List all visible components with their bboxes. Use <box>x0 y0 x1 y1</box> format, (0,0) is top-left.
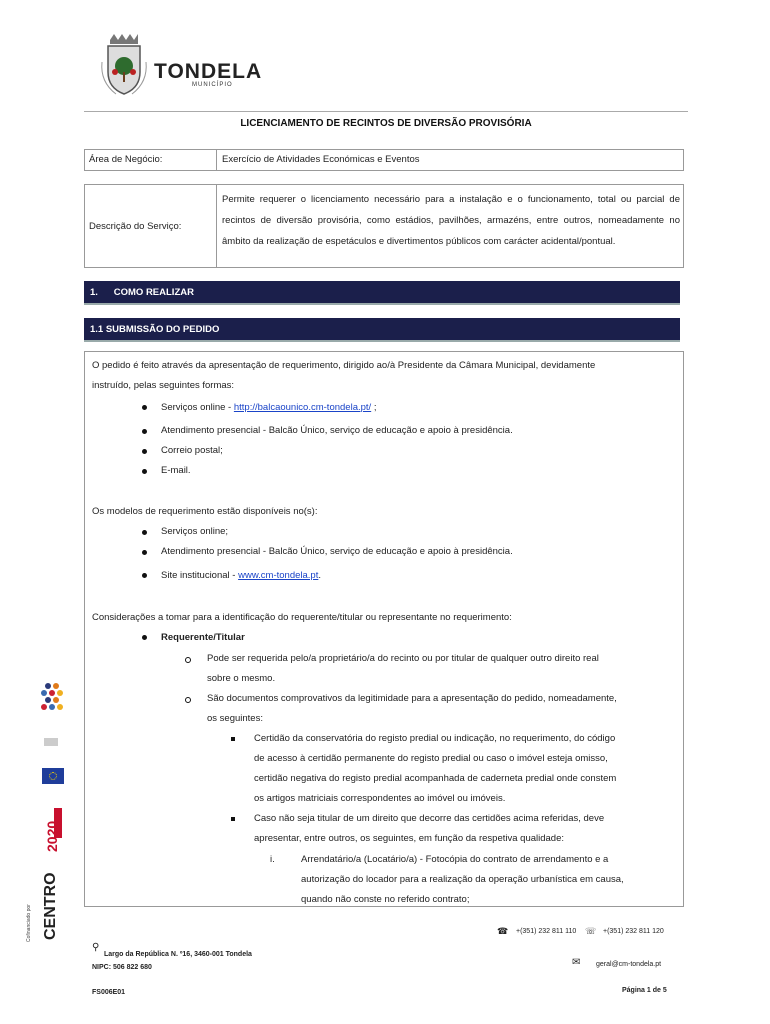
location-pin-icon: ⚲ <box>92 942 100 953</box>
list-item-correio: Correio postal; <box>161 445 223 456</box>
form-code: FS006E01 <box>92 989 126 996</box>
roman-numeral: i. <box>270 854 275 865</box>
models-online: Serviços online; <box>161 526 229 537</box>
bullet <box>142 469 147 474</box>
sponsor-logos <box>26 680 76 950</box>
square-bullet <box>231 817 235 821</box>
list-item-text: Serviços online - <box>161 402 234 413</box>
eu-flag-icon <box>42 768 64 784</box>
cofinanced-text: Cofinanciado por <box>26 904 32 942</box>
section-title: 1. COMO REALIZAR <box>90 287 194 298</box>
doc2-line1: Caso não seja titular de um direito que decorre das certidões acima referidas, deve <box>254 813 605 824</box>
list-item-online <box>161 398 376 418</box>
desc-label: Descrição do Serviço: <box>89 221 182 232</box>
bullet <box>142 635 147 640</box>
sub-bullet <box>185 657 191 663</box>
sub-bullet <box>185 697 191 703</box>
doc2-line2: apresentar, entre outros, os seguintes, em função da respetiva qualidade: <box>254 833 565 844</box>
area-label: Área de Negócio: <box>89 154 163 165</box>
list-item-presencial: Atendimento presencial - Balcão Único, serviço de educação e apoio à presidência. <box>161 425 513 436</box>
desc-value: Permite requerer o licenciamento necessário para a instalação e o funcionamento, total ou parcial de recintos de diversão provisória, como estádios, pavilhões, armazéns, entre outros, nomeadamente no âmbito da realização de espetáculos e divertimentos públicos com carácter acidental/pontual. <box>222 194 680 247</box>
fax-number: +(351) 232 811 120 <box>603 928 664 935</box>
arr-line3: quando não conste no referido contrato; <box>301 894 470 905</box>
requerente-title: Requerente/Titular <box>161 632 245 643</box>
req-a-line1: Pode ser requerida pelo/a proprietário/a do recinto ou por titular de qualquer outro direito real <box>207 653 599 664</box>
list-item-suffix: ; <box>371 402 377 413</box>
phone-icon: ☎ <box>497 926 509 936</box>
centro-text: CENTRO <box>42 872 59 940</box>
centro-2020-logo <box>42 872 62 940</box>
section-header-como-realizar <box>84 281 680 305</box>
area-label-cell <box>85 150 217 170</box>
fax-icon: ☏ <box>585 926 597 936</box>
area-value: Exercício de Atividades Económicas e Eventos <box>222 154 420 165</box>
req-b-line2: os seguintes: <box>207 713 263 724</box>
description-row <box>84 184 684 268</box>
intro-line-1: O pedido é feito através da apresentação de requerimento, dirigido ao/à Presidente da Câmara Municipal, devidamente <box>92 360 596 371</box>
email-icon: ✉ <box>572 957 581 968</box>
brand-subtitle: MUNICÍPIO <box>192 82 233 88</box>
doc1-line1: Certidão da conservatória do registo predial ou indicação, no requerimento, do código <box>254 733 616 744</box>
page-number: Página 1 de 5 <box>622 987 667 994</box>
bullet <box>142 429 147 434</box>
year-2020: 2020 <box>44 820 60 852</box>
section-header-submissao <box>84 318 680 342</box>
bullet <box>142 405 147 410</box>
arr-line2: autorização do locador para a realização da operação urbanística em causa, <box>301 874 624 885</box>
list-item-email: E-mail. <box>161 465 191 476</box>
arr-line1: Arrendatário/a (Locatário/a) - Fotocópia do contrato de arrendamento e a <box>301 854 609 865</box>
doc1-line4: os artigos matriciais correspondentes ao imóvel ou imóveis. <box>254 793 506 804</box>
models-site <box>161 566 321 586</box>
document-title: LICENCIAMENTO DE RECINTOS DE DIVERSÃO PROVISÓRIA <box>240 118 532 129</box>
area-row <box>84 149 684 171</box>
crest-icon <box>96 32 152 98</box>
header-rule <box>84 111 688 112</box>
portugal-2020-logo <box>44 808 58 852</box>
email-address: geral@cm-tondela.pt <box>596 961 662 968</box>
balcao-unico-link[interactable]: http://balcaounico.cm-tondela.pt/ <box>233 402 372 413</box>
desc-label-cell <box>85 185 217 267</box>
bullet <box>142 449 147 454</box>
dots-logo-icon <box>40 680 66 720</box>
subsection-title: 1.1 SUBMISSÃO DO PEDIDO <box>90 324 220 335</box>
content-bottom-rule <box>84 906 684 907</box>
bullet <box>142 573 147 578</box>
models-presencial: Atendimento presencial - Balcão Único, serviço de educação e apoio à presidência. <box>161 546 513 557</box>
gov-logo-icon <box>44 738 58 746</box>
bullet <box>142 550 147 555</box>
list-item-text: Site institucional - <box>161 570 239 581</box>
municipality-logo <box>96 32 276 102</box>
doc1-line3: certidão negativa do registo predial acompanhada de caderneta predial onde constem <box>254 773 617 784</box>
req-b-line1: São documentos comprovativos da legitimidade para a apresentação do pedido, nomeadamente, <box>207 693 617 704</box>
doc1-line2: de acesso à certidão permanente do registo predial ou caso o imóvel esteja omisso, <box>254 753 608 764</box>
considerations: Considerações a tomar para a identificação do requerente/titular ou representante no requerimento: <box>92 612 512 623</box>
intro-line-2: instruído, pelas seguintes formas: <box>92 380 235 391</box>
list-item-suffix: . <box>318 570 321 581</box>
site-link[interactable]: www.cm-tondela.pt <box>238 570 319 581</box>
address: Largo da República N. º16, 3460-001 Tondela <box>104 951 252 958</box>
square-bullet <box>231 737 235 741</box>
nipc: NIPC: 506 822 680 <box>92 964 152 971</box>
req-a-line2: sobre o mesmo. <box>207 673 276 684</box>
models-intro: Os modelos de requerimento estão disponíveis no(s): <box>92 506 318 517</box>
brand-name: TONDELA <box>154 60 263 83</box>
bullet <box>142 530 147 535</box>
phone-number: +(351) 232 811 110 <box>516 928 577 935</box>
